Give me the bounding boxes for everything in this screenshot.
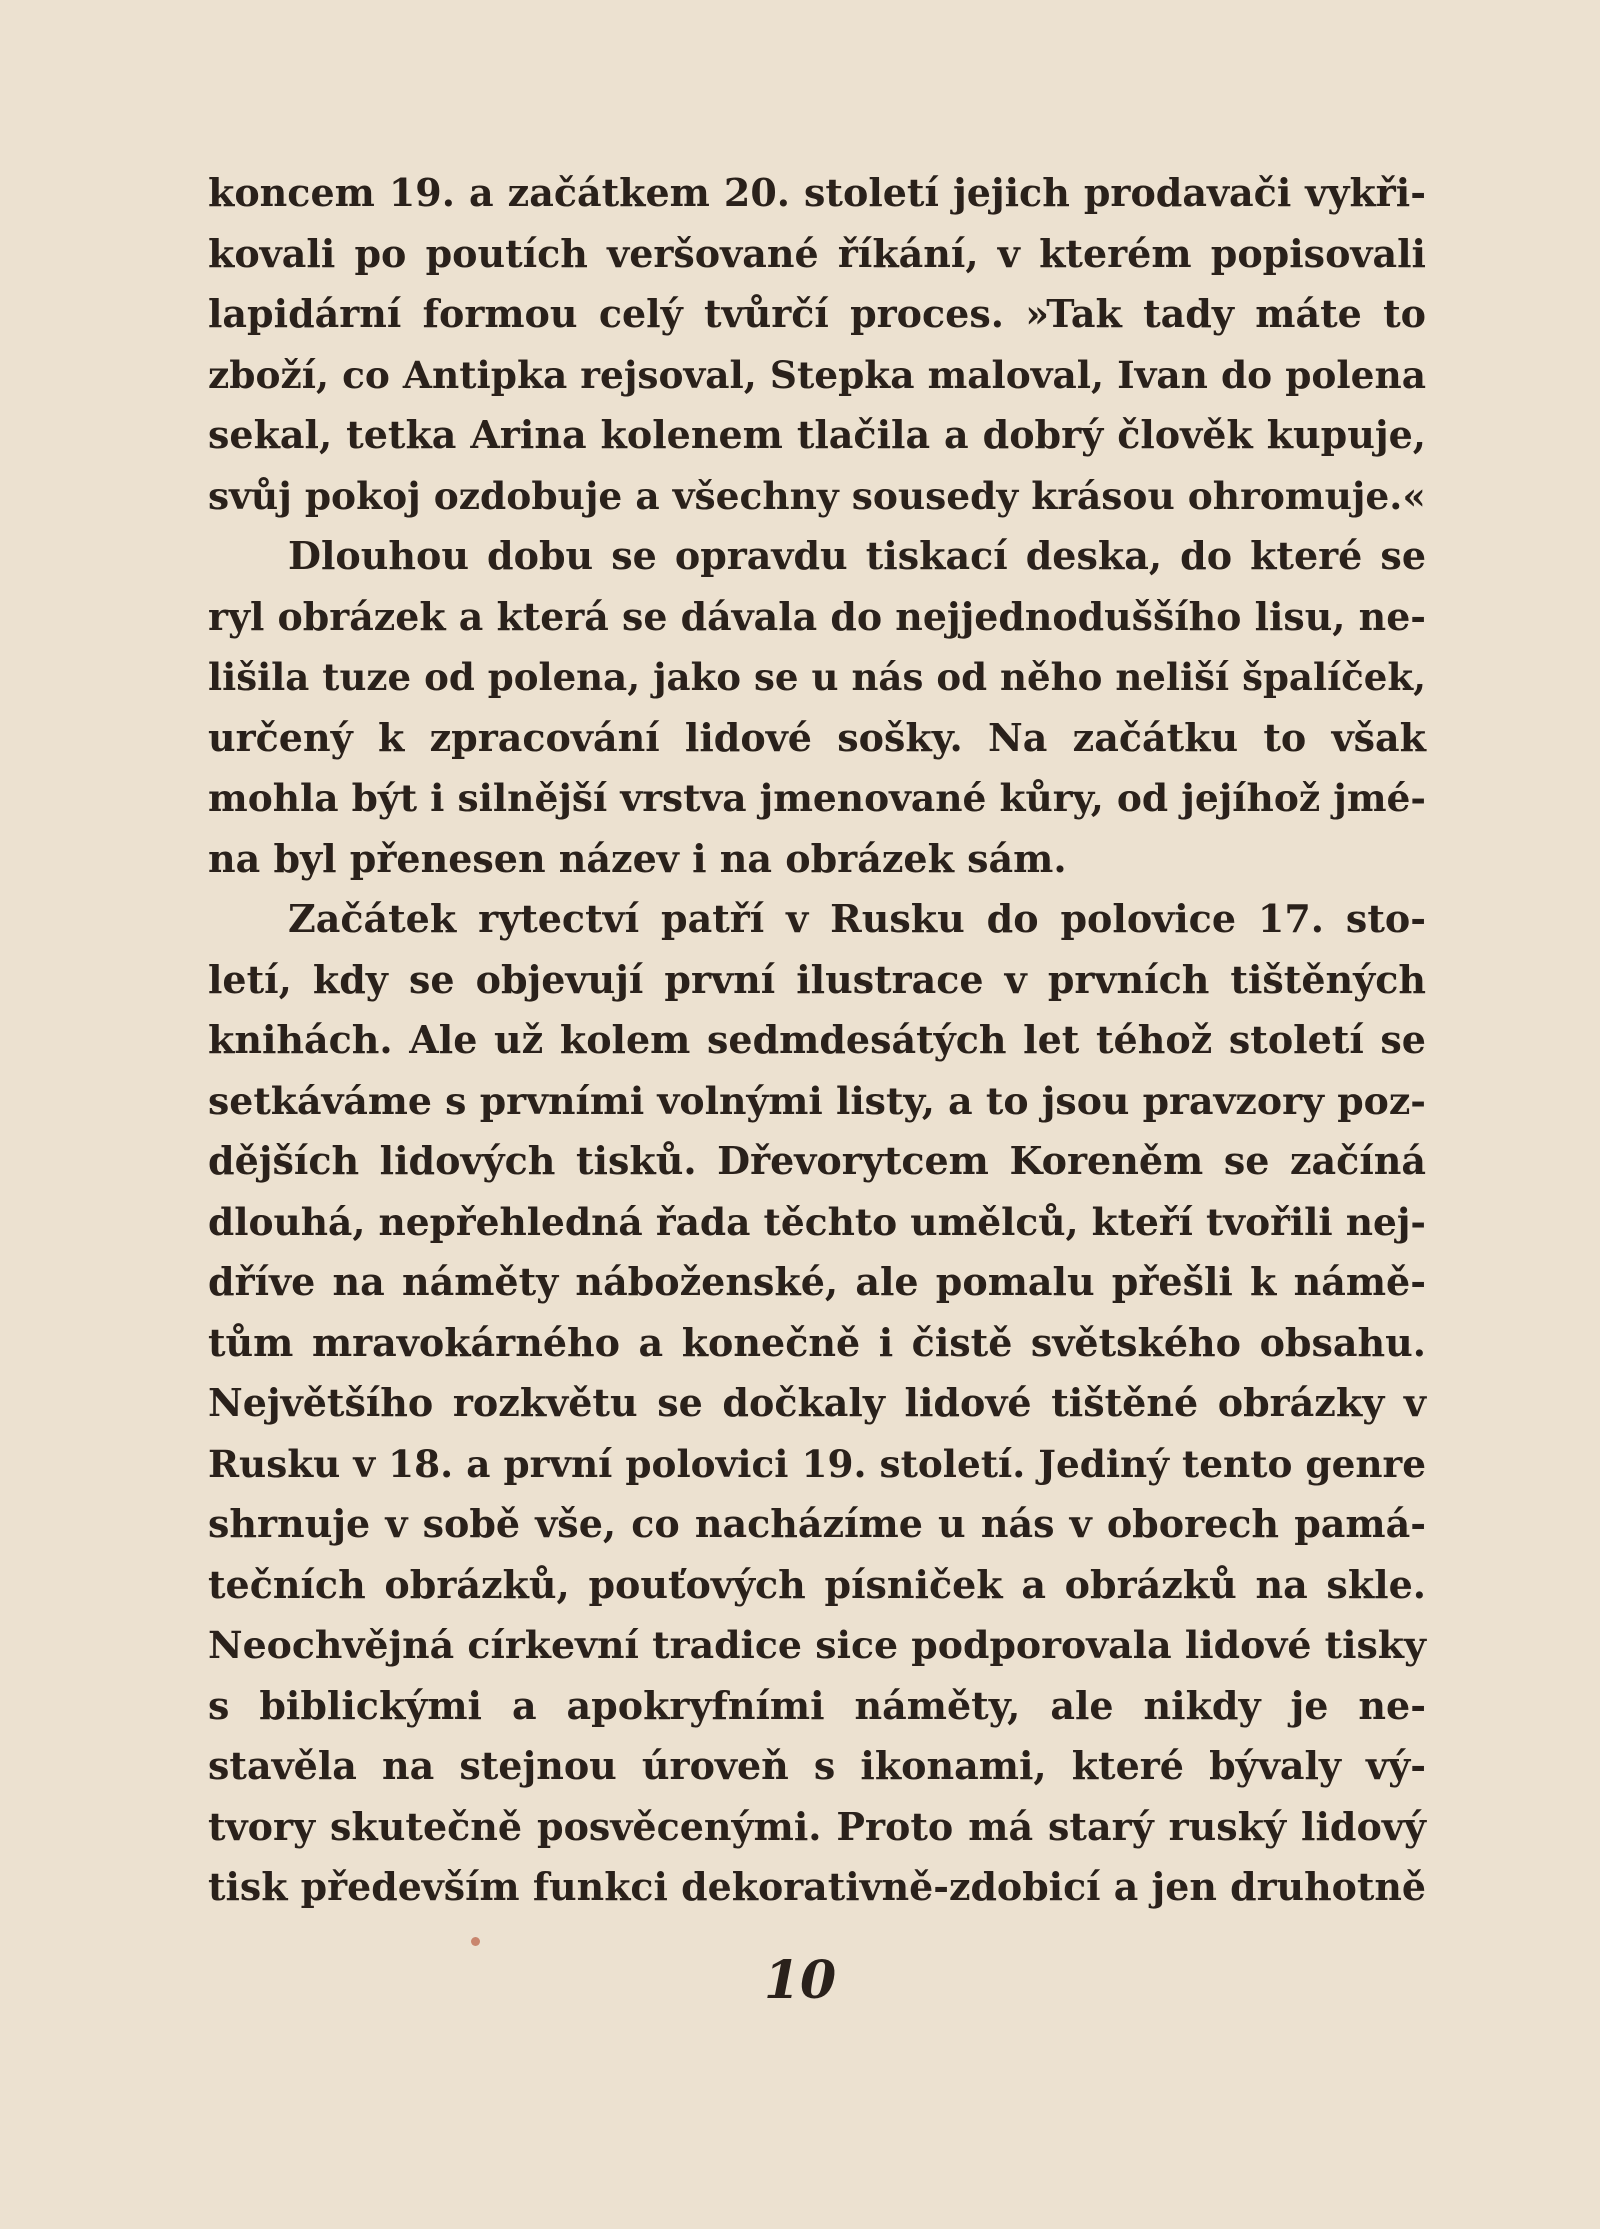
body-text	[208, 163, 1426, 1918]
text-line: s biblickými a apokryfními náměty, ale nikdy je ne-	[208, 1682, 1426, 1728]
text-line: sekal, tetka Arina kolenem tlačila a dobrý člověk kupuje,	[208, 412, 1426, 457]
text-line: tům mravokárného a konečně i čistě světského obsahu.	[208, 1319, 1426, 1365]
text-line: Největšího rozkvětu se dočkaly lidové tištěné obrázky v	[208, 1380, 1426, 1425]
text-line: určený k zpracování lidové sošky. Na začátku to však	[208, 714, 1426, 760]
text-line: dějších lidových tisků. Dřevorytcem Koreněm se začíná	[208, 1138, 1426, 1183]
text-line: Začátek rytectví patří v Rusku do polovice 17. sto-	[288, 896, 1426, 941]
text-line: dlouhá, nepřehledná řada těchto umělců, kteří tvořili nej-	[208, 1199, 1426, 1244]
text-line: lišila tuze od polena, jako se u nás od něho neliší špalíček,	[208, 655, 1426, 699]
text-line: kovali po poutích veršované říkání, v kterém popisovali	[208, 230, 1426, 276]
text-line: na byl přenesen název i na obrázek sám.	[208, 835, 1067, 881]
text-line: dříve na náměty náboženské, ale pomalu přešli k námě-	[208, 1259, 1426, 1304]
text-line: tečních obrázků, pouťových písniček a obrázků na skle.	[208, 1561, 1426, 1607]
text-line: Rusku v 18. a první polovici 19. století. Jediný tento genre	[208, 1441, 1426, 1486]
text-line: Dlouhou dobu se opravdu tiskací deska, do které se	[288, 533, 1426, 578]
text-line: tisk především funkci dekorativně-zdobicí a jen druhotně	[208, 1864, 1426, 1909]
text-line: Neochvějná církevní tradice sice podporovala lidové tisky	[208, 1622, 1426, 1667]
text-line: stavěla na stejnou úroveň s ikonami, které bývaly vý-	[208, 1743, 1426, 1788]
ink-speck	[471, 1937, 480, 1946]
text-line: ryl obrázek a která se dávala do nejjednoduššího lisu, ne-	[208, 593, 1426, 639]
text-line: svůj pokoj ozdobuje a všechny sousedy krásou ohromuje.«	[208, 473, 1426, 518]
text-line: shrnuje v sobě vše, co nacházíme u nás v oborech pamá-	[208, 1501, 1426, 1546]
text-line: setkáváme s prvními volnými listy, a to jsou pravzory poz-	[208, 1077, 1426, 1123]
text-line: koncem 19. a začátkem 20. století jejich prodavači vykři-	[208, 170, 1426, 215]
page-number: 10	[763, 1950, 837, 2011]
text-line: mohla být i silnější vrstva jmenované kůry, od jejíhož jmé-	[208, 776, 1426, 820]
text-line: lapidární formou celý tvůrčí proces. »Tak tady máte to	[208, 291, 1426, 336]
text-line: knihách. Ale už kolem sedmdesátých let téhož století se	[208, 1017, 1426, 1062]
text-line: zboží, co Antipka rejsoval, Stepka maloval, Ivan do polena	[208, 352, 1426, 397]
text-line: letí, kdy se objevují první ilustrace v prvních tištěných	[208, 956, 1426, 1002]
text-line: tvory skutečně posvěcenými. Proto má starý ruský lidový	[208, 1803, 1426, 1849]
